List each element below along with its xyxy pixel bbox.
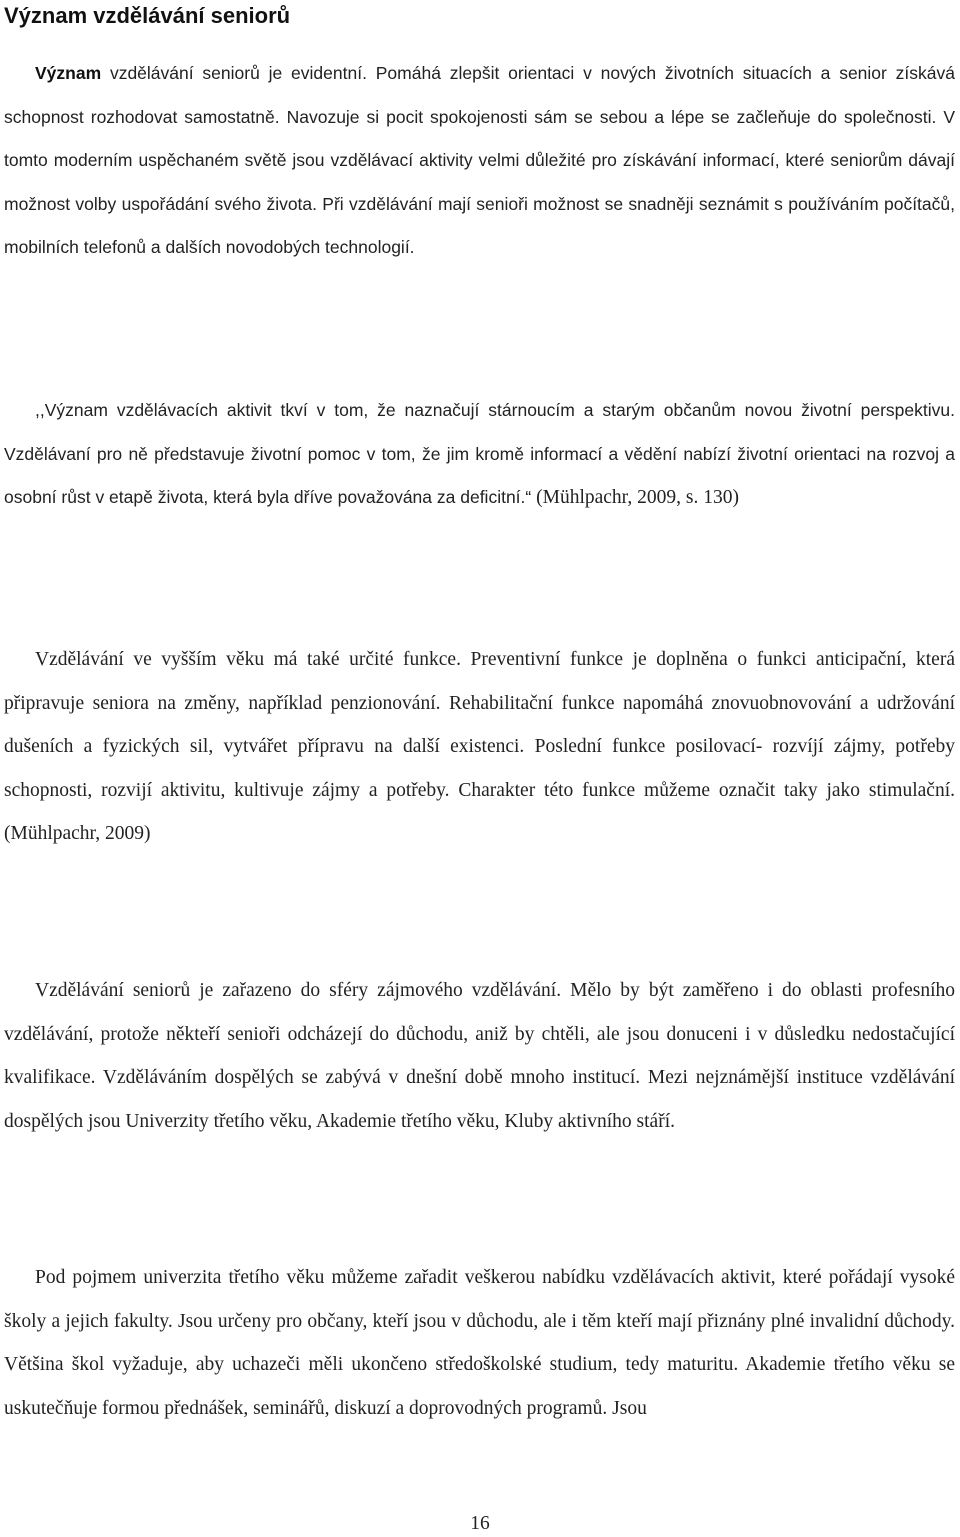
quote-text: ,,Význam vzdělávacích aktivit tkví v tom, že naznačují stárnoucím a starým občanům novou životní perspektivu. Vzdělávaní pro ně představuje životní pomoc v tom, že jim kromě informací a vědění nabízí životní orientaci na rozvoj a osobní růst v etapě života, která byla dříve považována za deficitní.“ — [4, 400, 955, 507]
paragraph-quote — [4, 389, 955, 520]
paragraph-text: vzdělávání seniorů je evidentní. Pomáhá zlepšit orientaci v nových životních situacích a senior získává schopnost rozhodovat samostatně. Navozuje si pocit spokojenosti sám se sebou a lépe se začleňuje do společnosti. V tomto moderním uspěchaném světě jsou vzdělávací aktivity velmi důležité pro získávání informací, které seniorům dávají možnost volby uspořádání svého života. Při vzdělávání mají senioři možnost se snadněji seznámit s používáním počítačů, mobilních telefonů a dalších novodobých technologií. — [4, 63, 955, 257]
paragraph-significance — [4, 52, 955, 270]
paragraph-university-third-age: Pod pojmem univerzita třetího věku můžeme zařadit veškerou nabídku vzdělávacích aktivit, které pořádají vysoké školy a jejich fakulty. Jsou určeny pro občany, kteří jsou v důchodu, ale i těm kteří mají přiznány plné invalidní důchody. Většina škol vyžaduje, aby uchazeči měli ukončeno středoškolské studium, tedy maturitu. Akademie třetího věku se uskutečňuje formou přednášek, seminářů, diskuzí a doprovodných programů. Jsou — [4, 1267, 955, 1419]
section-heading: Význam vzdělávání seniorů — [4, 3, 291, 28]
quote-citation: (Mühlpachr, 2009, s. 130) — [531, 487, 739, 508]
paragraph-interest-education: Vzdělávání seniorů je zařazeno do sféry zájmového vzdělávání. Mělo by být zaměřeno i do oblasti profesního vzdělávání, protože někteří senioři odcházejí do důchodu, aniž by chtěli, ale jsou donuceni i v důsledku nedostačující kvalifikace. Vzděláváním dospělých se zabývá v dnešní době mnoho institucí. Mezi nejznámější instituce vzdělávání dospělých jsou Univerzity třetího věku, Akademie třetího věku, Kluby aktivního stáří. — [4, 980, 955, 1132]
paragraph-lead-word: Význam — [35, 63, 102, 83]
page-number: 16 — [470, 1513, 490, 1534]
paragraph-functions: Vzdělávání ve vyšším věku má také určité funkce. Preventivní funkce je doplněna o funkci anticipační, která připravuje seniora na změny, například penzionování. Rehabilitační funkce napomáhá znovuobnovování a udržování dušeních a fyzických sil, vytvářet přípravu na další existenci. Poslední funkce posilovací- rozvíjí zájmy, potřeby schopnosti, rozvijí aktivitu, kultivuje zájmy a potřeby. Charakter této funkce můžeme označit taky jako stimulační. (Mühlpachr, 2009) — [4, 649, 955, 844]
